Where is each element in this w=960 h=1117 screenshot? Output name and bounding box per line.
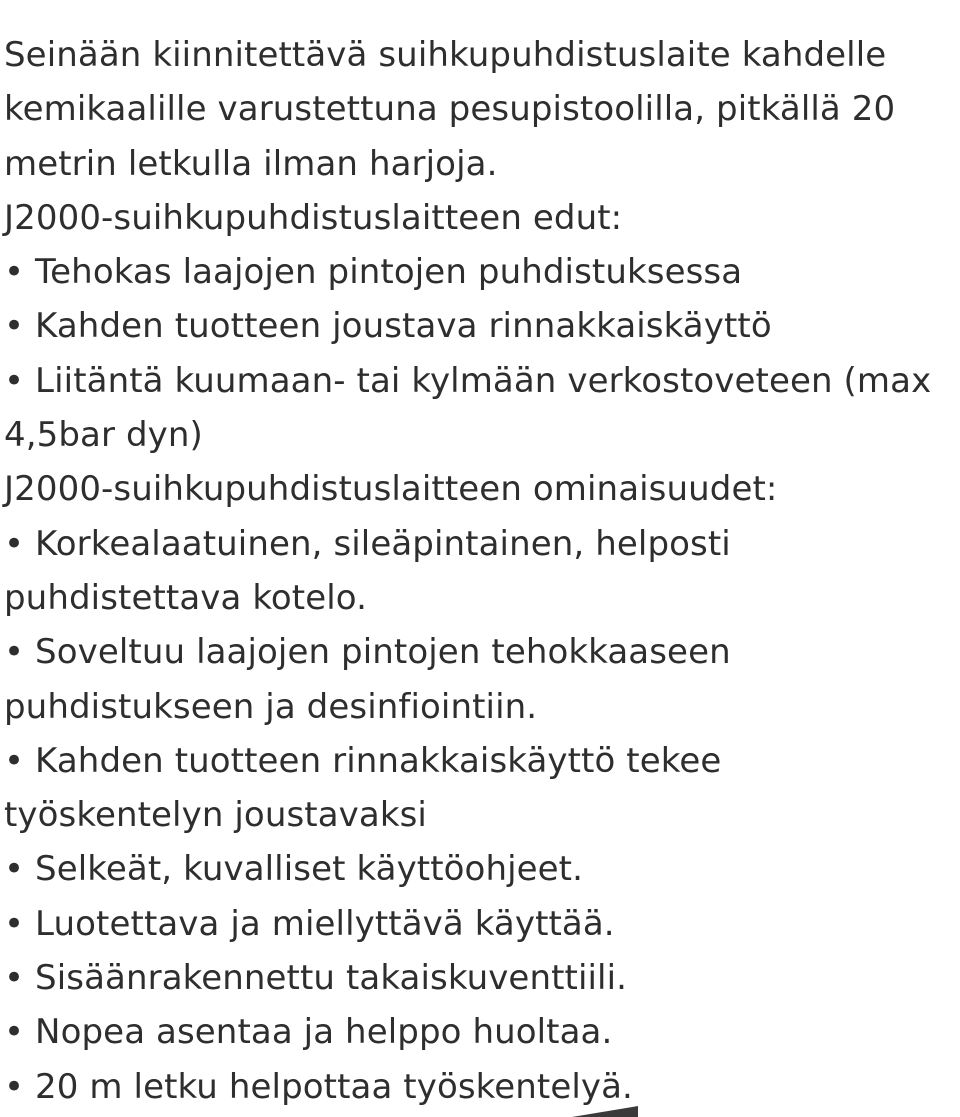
feature-item: • Luotettava ja miellyttävä käyttää. xyxy=(4,903,615,944)
benefit-item: • Tehokas laajojen pintojen puhdistuksessa xyxy=(4,252,743,293)
feature-item-continued: puhdistukseen ja desinfiointiin. xyxy=(4,686,538,727)
benefits-heading: J2000-suihkupuhdistuslaitteen edut: xyxy=(4,197,623,238)
benefit-item: • Kahden tuotteen joustava rinnakkaiskäyttö xyxy=(4,306,772,347)
feature-item: • Sisäänrakennettu takaiskuventtiili. xyxy=(4,958,628,999)
features-heading: J2000-suihkupuhdistuslaitteen ominaisuudet: xyxy=(4,469,778,510)
feature-item: • Kahden tuotteen rinnakkaiskäyttö tekee xyxy=(4,740,722,781)
feature-item-continued: työskentelyn joustavaksi xyxy=(4,795,427,836)
feature-item-continued: puhdistettava kotelo. xyxy=(4,577,368,618)
feature-item: • Nopea asentaa ja helppo huoltaa. xyxy=(4,1012,613,1053)
benefit-item-continued: 4,5bar dyn) xyxy=(4,415,203,456)
benefit-item: • Liitäntä kuumaan- tai kylmään verkostoveteen (max xyxy=(4,360,932,401)
description-line-2: kemikaalille varustettuna pesupistoolilla, pitkällä 20 xyxy=(4,89,896,130)
feature-item: • Korkealaatuinen, sileäpintainen, helposti xyxy=(4,523,731,564)
product-description xyxy=(4,28,956,1114)
description-line-1: Seinään kiinnitettävä suihkupuhdistuslaite kahdelle xyxy=(4,35,887,75)
description-line-3: metrin letkulla ilman harjoja. xyxy=(4,143,498,184)
feature-item: • Soveltuu laajojen pintojen tehokkaaseen xyxy=(4,632,731,673)
feature-item: • 20 m letku helpottaa työskentelyä. xyxy=(4,1066,633,1107)
feature-item: • Selkeät, kuvalliset käyttöohjeet. xyxy=(4,849,584,890)
